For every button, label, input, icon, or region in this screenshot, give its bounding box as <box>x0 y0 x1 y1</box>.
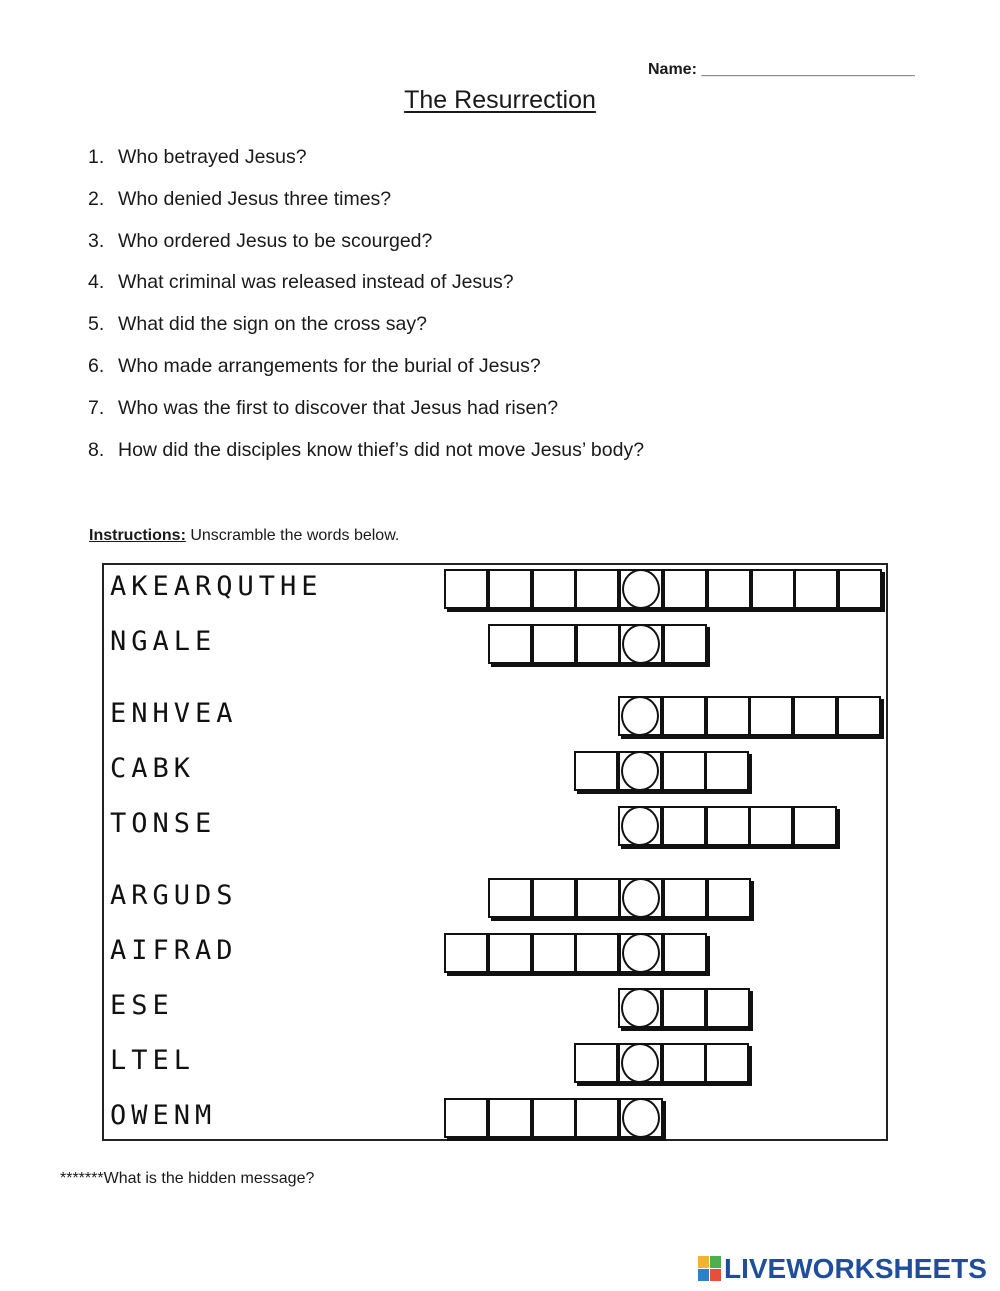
letter-box[interactable] <box>663 878 707 918</box>
letter-box[interactable] <box>488 878 532 918</box>
letter-box[interactable] <box>837 696 881 736</box>
letter-box[interactable] <box>444 569 488 609</box>
answer-boxes <box>488 878 751 918</box>
question-text: What did the sign on the cross say? <box>118 313 427 336</box>
letter-box[interactable] <box>793 806 837 846</box>
question-item <box>88 395 644 437</box>
hidden-message-prompt: *******What is the hidden message? <box>60 1170 315 1187</box>
letter-box[interactable] <box>532 1098 576 1138</box>
question-text: Who betrayed Jesus? <box>118 146 307 168</box>
scrambled-word: AIFRAD <box>110 935 238 966</box>
letter-box[interactable] <box>707 878 751 918</box>
letter-box[interactable] <box>532 933 576 973</box>
letter-box[interactable] <box>574 751 618 791</box>
question-item <box>88 437 644 479</box>
letter-box[interactable] <box>575 569 619 609</box>
letter-box[interactable] <box>751 569 795 609</box>
letter-box[interactable] <box>793 696 837 736</box>
question-number: 8. <box>88 438 105 461</box>
letter-box[interactable] <box>794 569 838 609</box>
question-number: 7. <box>88 396 105 419</box>
letter-box[interactable] <box>663 624 707 664</box>
letter-box[interactable] <box>574 1043 618 1083</box>
question-number: 3. <box>88 229 105 252</box>
letter-box[interactable] <box>663 569 707 609</box>
letter-box[interactable] <box>707 569 751 609</box>
scrambled-word: ARGUDS <box>110 880 238 911</box>
answer-boxes <box>444 569 882 609</box>
letter-box[interactable] <box>706 696 750 736</box>
letter-box[interactable] <box>488 624 532 664</box>
instructions-text: Unscramble the words below. <box>185 527 400 544</box>
circled-letter-box[interactable] <box>618 1043 662 1083</box>
question-number: 4. <box>88 271 105 294</box>
letter-box[interactable] <box>662 696 706 736</box>
letter-box[interactable] <box>444 1098 488 1138</box>
letter-box[interactable] <box>662 1043 706 1083</box>
circled-letter-box[interactable] <box>619 624 663 664</box>
question-text: Who was the first to discover that Jesus had risen? <box>118 396 559 419</box>
question-text: Who made arrangements for the burial of Jesus? <box>118 354 541 377</box>
letter-box[interactable] <box>575 933 619 973</box>
answer-boxes <box>618 806 837 846</box>
answer-boxes <box>488 624 707 664</box>
circled-letter-box[interactable] <box>619 878 663 918</box>
question-item <box>88 228 644 270</box>
question-item <box>88 311 644 353</box>
question-list <box>88 144 644 478</box>
instructions-label: Instructions: <box>89 527 186 544</box>
letter-box[interactable] <box>575 1098 619 1138</box>
scrambled-word: AKEARQUTHE <box>110 571 323 602</box>
instructions <box>89 527 399 545</box>
letter-box[interactable] <box>532 624 576 664</box>
circled-letter-box[interactable] <box>619 933 663 973</box>
answer-boxes <box>574 1043 749 1083</box>
circled-letter-box[interactable] <box>618 751 662 791</box>
answer-boxes <box>618 988 749 1028</box>
word-scramble-puzzle <box>102 563 888 1141</box>
letter-box[interactable] <box>488 1098 532 1138</box>
letter-box[interactable] <box>705 1043 749 1083</box>
question-text: What criminal was released instead of Jesus? <box>118 271 514 294</box>
circled-letter-box[interactable] <box>618 988 662 1028</box>
liveworksheets-brand <box>698 1253 987 1287</box>
letter-box[interactable] <box>532 878 576 918</box>
scrambled-word: CABK <box>110 753 196 784</box>
answer-boxes <box>444 1098 663 1138</box>
letter-box[interactable] <box>749 696 793 736</box>
letter-box[interactable] <box>488 933 532 973</box>
scrambled-word: ENHVEA <box>110 698 238 729</box>
letter-box[interactable] <box>662 806 706 846</box>
circled-letter-box[interactable] <box>618 696 662 736</box>
letter-box[interactable] <box>706 806 750 846</box>
scrambled-word: ESE <box>110 990 174 1021</box>
scrambled-word: LTEL <box>110 1045 196 1076</box>
question-item <box>88 269 644 311</box>
answer-boxes <box>574 751 749 791</box>
question-text: How did the disciples know thief’s did not move Jesus’ body? <box>118 438 645 461</box>
circled-letter-box[interactable] <box>618 806 662 846</box>
scrambled-word: OWENM <box>110 1100 217 1131</box>
question-number: 2. <box>88 187 105 210</box>
question-item <box>88 144 644 186</box>
brand-text: LIVEWORKSHEETS <box>724 1253 987 1284</box>
circled-letter-box[interactable] <box>619 569 663 609</box>
letter-box[interactable] <box>706 988 750 1028</box>
answer-boxes <box>444 933 707 973</box>
page-title: The Resurrection <box>404 86 596 114</box>
letter-box[interactable] <box>838 569 882 609</box>
question-number: 5. <box>88 313 105 336</box>
question-number: 6. <box>88 354 105 377</box>
scrambled-word: NGALE <box>110 626 217 657</box>
question-text: Who denied Jesus three times? <box>118 187 392 210</box>
answer-boxes <box>618 696 881 736</box>
letter-box[interactable] <box>663 933 707 973</box>
letter-box[interactable] <box>705 751 749 791</box>
letter-box[interactable] <box>576 624 620 664</box>
letter-box[interactable] <box>662 988 706 1028</box>
question-item <box>88 186 644 228</box>
scrambled-word: TONSE <box>110 808 217 839</box>
name-field-label: Name: ________________________ <box>648 61 915 78</box>
letter-box[interactable] <box>444 933 488 973</box>
question-item <box>88 353 644 395</box>
circled-letter-box[interactable] <box>619 1098 663 1138</box>
question-text: Who ordered Jesus to be scourged? <box>118 229 433 252</box>
letter-box[interactable] <box>576 878 620 918</box>
question-number: 1. <box>88 146 105 168</box>
letter-box[interactable] <box>662 751 706 791</box>
letter-box[interactable] <box>749 806 793 846</box>
letter-box[interactable] <box>488 569 532 609</box>
letter-box[interactable] <box>532 569 576 609</box>
liveworksheets-logo-icon <box>698 1256 722 1282</box>
